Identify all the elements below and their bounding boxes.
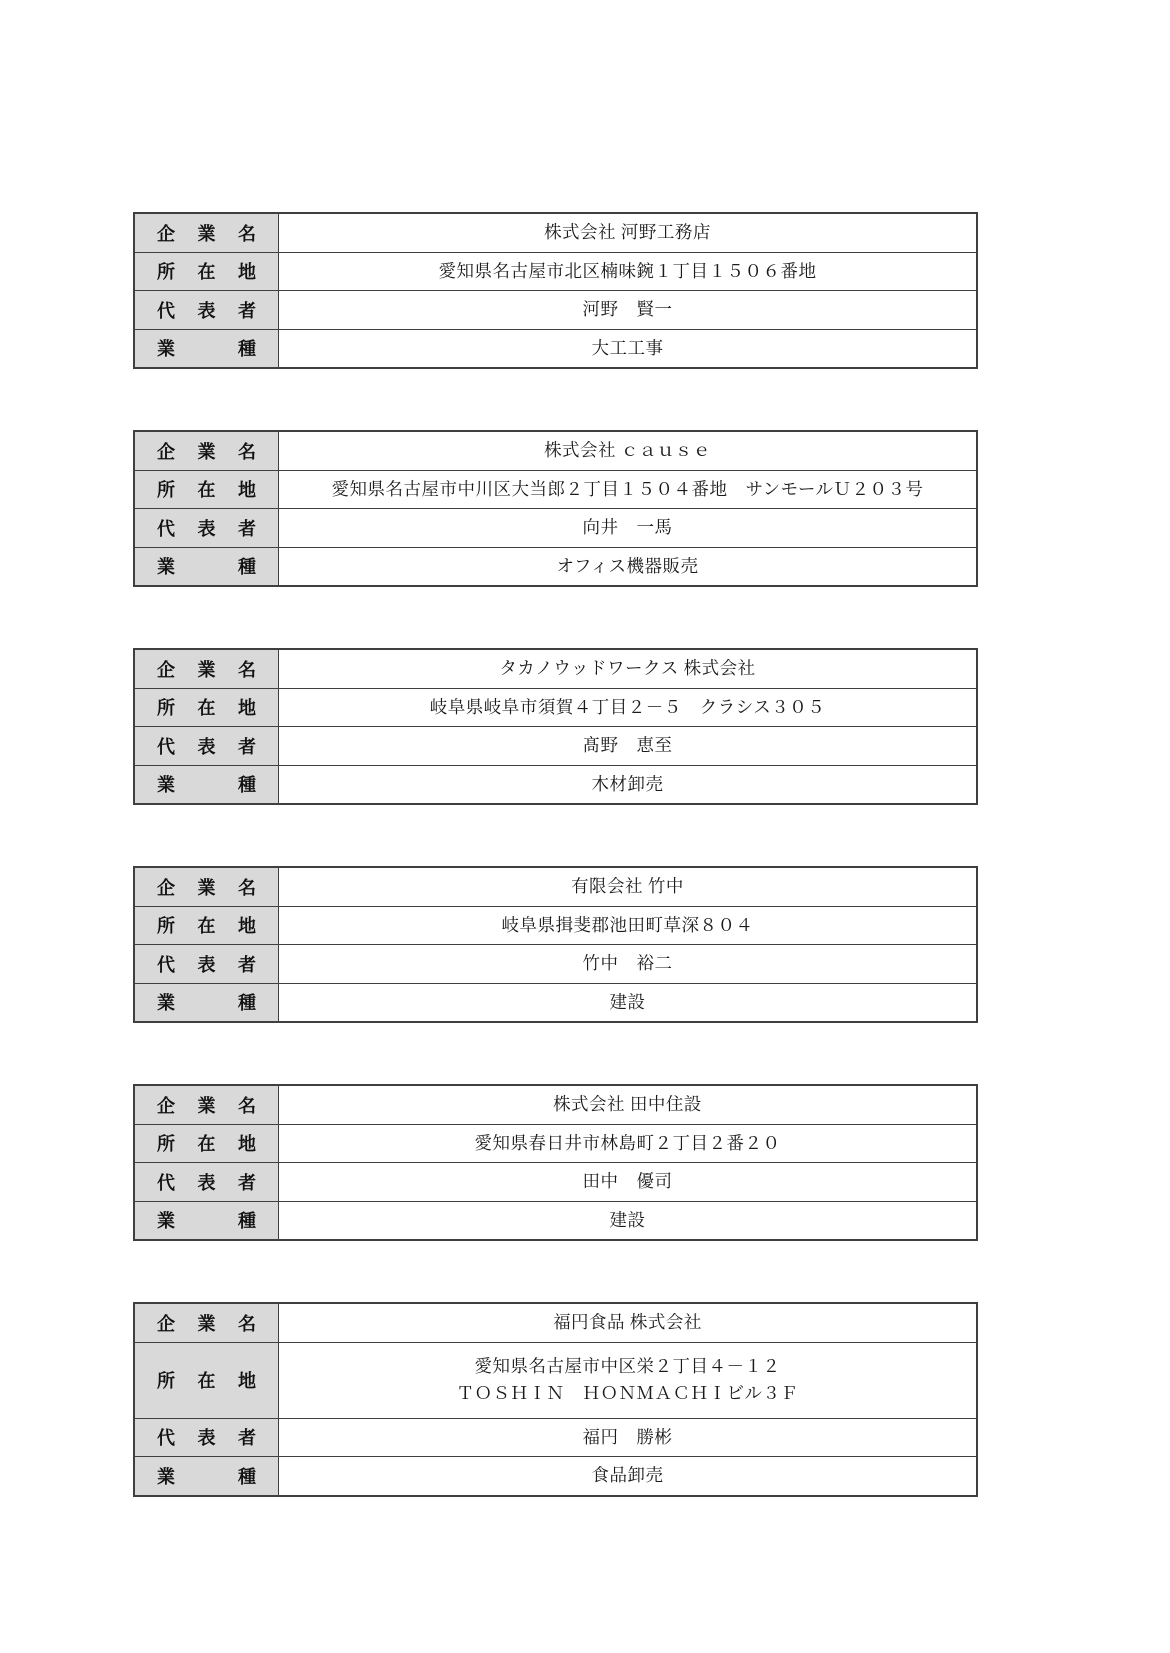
tables-container	[133, 212, 978, 1558]
row-label-cell	[135, 1125, 279, 1163]
company-name-value: 有限会社 竹中	[571, 876, 684, 897]
table-row	[135, 252, 976, 291]
representative-value: 竹中 裕二	[582, 953, 673, 974]
row-label: 企業名	[157, 659, 256, 680]
table-row	[135, 726, 976, 765]
row-label: 代表者	[157, 736, 256, 757]
industry-value: 大工工事	[591, 337, 664, 358]
row-label-cell	[135, 1202, 279, 1240]
table-row	[135, 214, 976, 252]
table-row	[135, 944, 976, 983]
address-value	[279, 1343, 976, 1418]
table-row	[135, 1162, 976, 1201]
table-row	[135, 470, 976, 509]
industry-value: 建設	[609, 1209, 646, 1230]
row-label-cell	[135, 509, 279, 547]
address-value: 岐阜県岐阜市須賀４丁目２－５ クラシス３０５	[429, 696, 826, 717]
address-value: 岐阜県揖斐郡池田町草深８０４	[501, 914, 754, 935]
address-value: 愛知県名古屋市中川区大当郎２丁目１５０４番地 サンモールＵ２０３号	[331, 478, 924, 499]
row-label-cell	[135, 766, 279, 804]
table-row	[135, 688, 976, 727]
table-row	[135, 650, 976, 688]
table-row	[135, 1201, 976, 1240]
row-label: 所在地	[157, 480, 256, 501]
company-table-2	[133, 430, 978, 587]
row-label-cell	[135, 214, 279, 252]
row-label: 業種	[157, 1466, 256, 1487]
representative-value: 髙野 恵至	[582, 735, 673, 756]
row-label-cell	[135, 1343, 279, 1418]
company-table-6	[133, 1302, 978, 1497]
representative-value: 田中 優司	[582, 1171, 673, 1192]
row-label: 業種	[157, 775, 256, 796]
table-row	[135, 432, 976, 470]
table-row	[135, 906, 976, 945]
address-value: 愛知県名古屋市北区楠味鋺１丁目１５０６番地	[438, 260, 817, 281]
row-label-cell	[135, 984, 279, 1022]
row-label-cell	[135, 1163, 279, 1201]
table-row	[135, 868, 976, 906]
row-label: 代表者	[157, 518, 256, 539]
row-label-cell	[135, 253, 279, 291]
company-table-5	[133, 1084, 978, 1241]
table-row	[135, 1456, 976, 1495]
row-label: 代表者	[157, 300, 256, 321]
row-label: 代表者	[157, 954, 256, 975]
table-row	[135, 1304, 976, 1342]
company-name-value: 株式会社 河野工務店	[544, 222, 711, 243]
industry-value: 建設	[609, 991, 646, 1012]
table-row	[135, 508, 976, 547]
representative-value: 福円 勝彬	[582, 1426, 673, 1447]
row-label-cell	[135, 907, 279, 945]
table-row	[135, 547, 976, 586]
row-label: 代表者	[157, 1172, 256, 1193]
row-label: 企業名	[157, 1313, 256, 1334]
row-label-cell	[135, 727, 279, 765]
company-name-value: タカノウッドワークス 株式会社	[499, 658, 756, 679]
table-row	[135, 1342, 976, 1418]
row-label: 企業名	[157, 223, 256, 244]
table-row	[135, 983, 976, 1022]
row-label-cell	[135, 291, 279, 329]
row-label-cell	[135, 868, 279, 906]
table-row	[135, 1124, 976, 1163]
row-label-cell	[135, 330, 279, 368]
row-label: 業種	[157, 993, 256, 1014]
row-label: 業種	[157, 557, 256, 578]
row-label-cell	[135, 1304, 279, 1342]
table-row	[135, 1418, 976, 1457]
row-label-cell	[135, 1457, 279, 1495]
industry-value: 木材卸売	[591, 773, 664, 794]
row-label-cell	[135, 1419, 279, 1457]
row-label-cell	[135, 471, 279, 509]
row-label: 所在地	[157, 262, 256, 283]
row-label: 所在地	[157, 1371, 256, 1391]
address-line-2: ＴＯＳＨＩＮ ＨＯＮＭＡＣＨＩビル３Ｆ	[456, 1383, 799, 1403]
address-line-1: 愛知県名古屋市中区栄２丁目４－１２	[474, 1355, 781, 1376]
row-label: 企業名	[157, 1095, 256, 1116]
company-table-3	[133, 648, 978, 805]
row-label-cell	[135, 650, 279, 688]
representative-value: 河野 賢一	[582, 299, 673, 320]
company-table-4	[133, 866, 978, 1023]
row-label-cell	[135, 689, 279, 727]
row-label-cell	[135, 1086, 279, 1124]
representative-value: 向井 一馬	[582, 517, 673, 538]
row-label: 業種	[157, 339, 256, 360]
row-label: 所在地	[157, 698, 256, 719]
industry-value: オフィス機器販売	[556, 555, 699, 576]
company-name-value: 株式会社 田中住設	[553, 1094, 702, 1115]
row-label: 企業名	[157, 441, 256, 462]
address-value: 愛知県春日井市林島町２丁目２番２０	[474, 1132, 781, 1153]
table-row	[135, 1086, 976, 1124]
table-row	[135, 765, 976, 804]
industry-value: 食品卸売	[591, 1465, 664, 1486]
company-name-value: 福円食品 株式会社	[553, 1312, 702, 1333]
row-label-cell	[135, 432, 279, 470]
company-name-value: 株式会社 ｃａｕｓｅ	[544, 440, 711, 461]
row-label-cell	[135, 548, 279, 586]
row-label: 所在地	[157, 916, 256, 937]
row-label: 企業名	[157, 877, 256, 898]
table-row	[135, 329, 976, 368]
row-label: 所在地	[157, 1134, 256, 1155]
company-table-1	[133, 212, 978, 369]
table-row	[135, 290, 976, 329]
row-label-cell	[135, 945, 279, 983]
row-label: 業種	[157, 1211, 256, 1232]
row-label: 代表者	[157, 1428, 256, 1449]
